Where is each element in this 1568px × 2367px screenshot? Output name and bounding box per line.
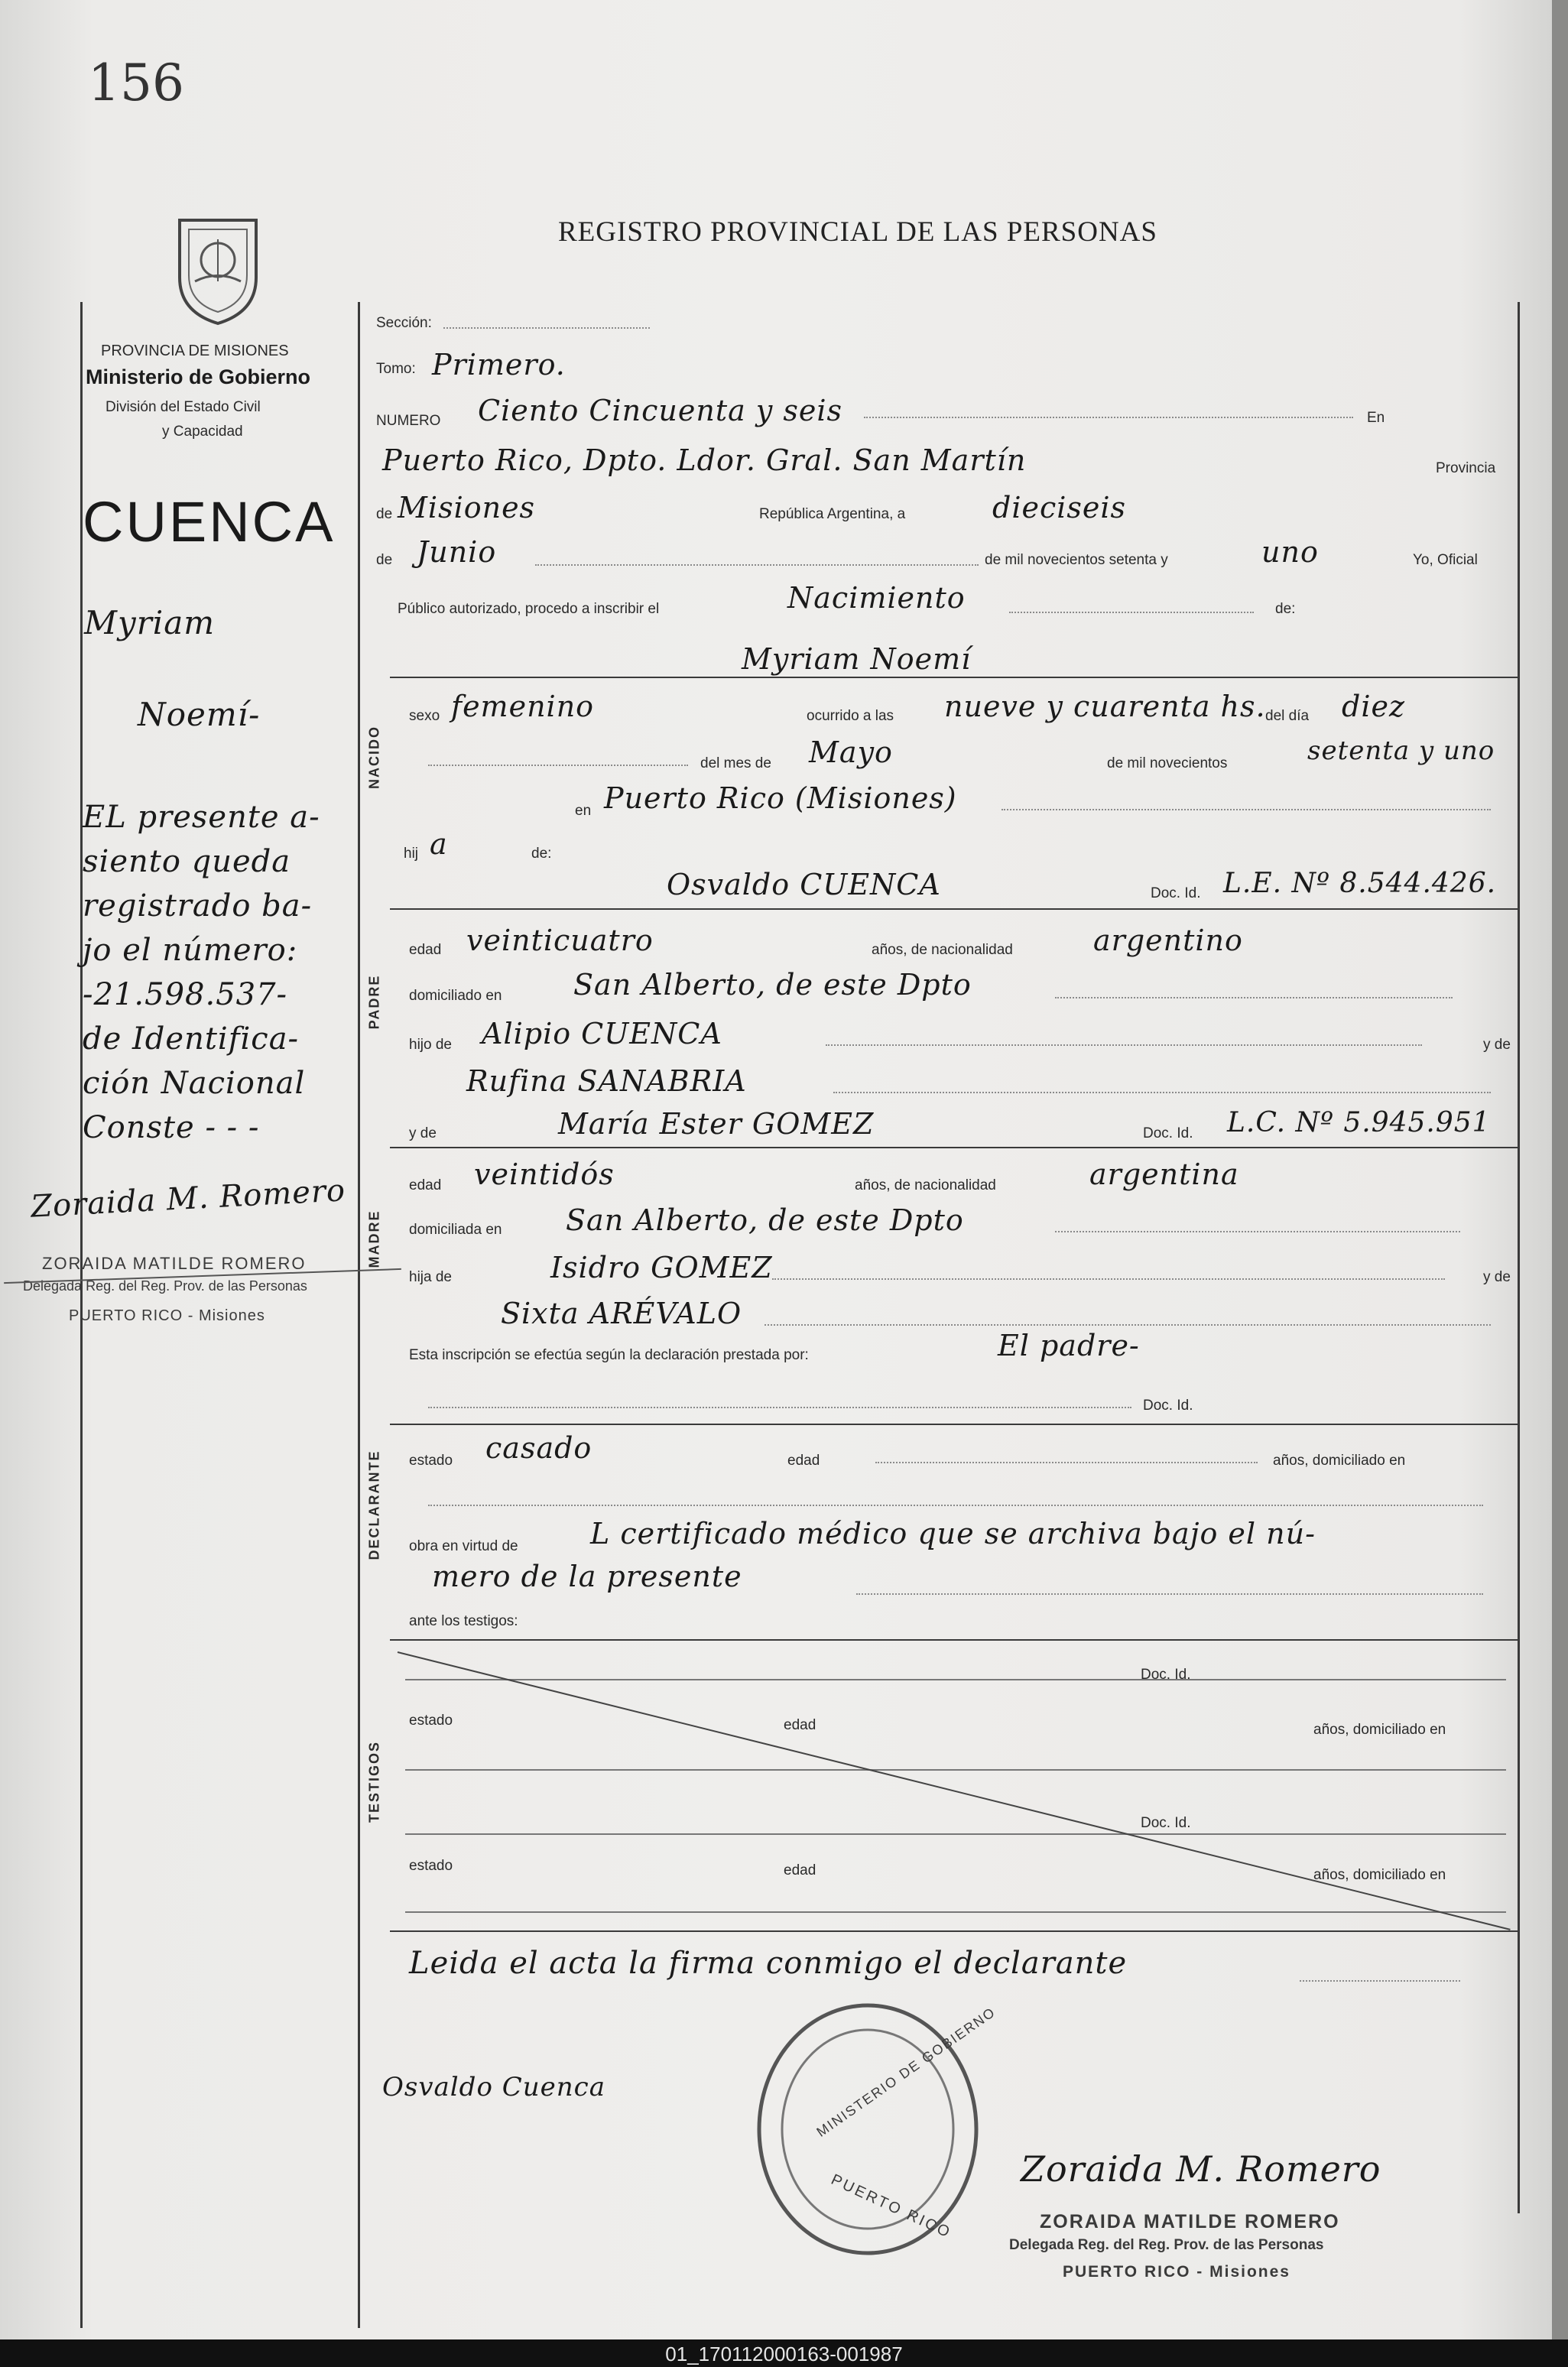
nacido-nombre: Myriam Noemí (742, 642, 972, 676)
edad-label-testigo-1: edad (784, 1717, 816, 1733)
declarante-value: El padre- (998, 1329, 1140, 1362)
madre-edad: veintidós (474, 1158, 615, 1191)
anios-domiciliado-label-t1: años, domiciliado en (1313, 1722, 1446, 1738)
mes-value: Junio (417, 535, 497, 569)
obra-value-1: L certificado médico que se archiva bajo el nú- (590, 1517, 1316, 1550)
edad-label-testigo-2: edad (784, 1862, 816, 1878)
doc-id-label-testigo-1: Doc. Id. (1141, 1667, 1191, 1683)
testigo-2-line (405, 1833, 1506, 1835)
mes-nac-value: Mayo (809, 735, 893, 769)
obra-line (856, 1593, 1483, 1595)
anio-nac-value: setenta y uno (1307, 735, 1495, 766)
madre-padre-line (772, 1278, 1445, 1280)
document-title: REGISTRO PROVINCIAL DE LAS PERSONAS (558, 216, 1157, 248)
mes-line (535, 564, 979, 566)
hora-value: nueve y cuarenta hs. (944, 690, 1266, 723)
book-binding (1552, 0, 1568, 2339)
margin-right-border (358, 302, 360, 2328)
de-mil-label: de mil novecientos (1107, 755, 1228, 771)
provincia-label: Provincia (1436, 460, 1496, 476)
cierre-line (1300, 1980, 1460, 1982)
capacity-label: y Capacidad (162, 424, 243, 440)
edad-label-madre: edad (409, 1177, 442, 1193)
padre-edad: veinticuatro (466, 924, 654, 957)
margin-signature: Zoraida M. Romero (30, 1173, 347, 1225)
doc-id-label-testigo-2: Doc. Id. (1141, 1815, 1191, 1831)
margin-note-line: EL presente a- (83, 800, 320, 835)
de-label-2: de (376, 552, 393, 568)
official-stamp-place: PUERTO RICO - Misiones (1063, 2263, 1290, 2281)
section-testigos-label: TESTIGOS (366, 1741, 382, 1823)
madre-nombre: María Ester GOMEZ (558, 1107, 875, 1141)
tomo-label: Tomo: (376, 361, 416, 377)
declarante-edad-line (875, 1462, 1258, 1463)
lugar-value: Puerto Rico, Dpto. Ldor. Gral. San Martín (382, 443, 1027, 477)
padre-top-rule (390, 908, 1518, 910)
sexo-label: sexo (409, 708, 440, 724)
margin-note-line: siento queda (83, 844, 291, 879)
padre-padre: Alipio CUENCA (482, 1017, 722, 1050)
padre-padre-line (826, 1044, 1422, 1046)
padre-domicilio-line (1055, 997, 1453, 998)
division-label: División del Estado Civil (106, 399, 261, 415)
de-label: de (376, 506, 393, 522)
doc-id-label-declarante: Doc. Id. (1143, 1398, 1193, 1414)
sexo-value: femenino (451, 690, 595, 723)
hij-label: hij (404, 846, 419, 862)
mes-nac-line (428, 765, 688, 766)
republica-label: República Argentina, a (759, 506, 906, 522)
numero-value: Ciento Cincuenta y seis (478, 394, 843, 427)
testigos-bottom-rule (390, 1930, 1518, 1932)
y-de-label-madre: y de (409, 1125, 437, 1141)
acto-line (1009, 612, 1254, 613)
madre-nacionalidad: argentina (1089, 1158, 1239, 1191)
tomo-value: Primero. (432, 348, 566, 382)
del-dia-label: del día (1265, 708, 1310, 724)
margin-note-line: ción Nacional (83, 1066, 306, 1101)
estado-label-testigo-1: estado (409, 1713, 453, 1729)
madre-top-rule (390, 1147, 1518, 1148)
declarante-top-rule (390, 1424, 1518, 1425)
section-madre-label: MADRE (366, 1209, 382, 1268)
nacionalidad-label-madre: años, de nacionalidad (855, 1177, 996, 1193)
anios-domiciliado-label: años, domiciliado en (1273, 1453, 1406, 1469)
section-padre-label: PADRE (366, 974, 382, 1030)
declarante-domicilio-line (428, 1505, 1483, 1506)
margin-note-line: registrado ba- (83, 888, 313, 924)
madre-doc: L.C. Nº 5.945.951 (1227, 1107, 1491, 1138)
dia-nac-value: diez (1342, 690, 1405, 723)
margin-note-line: de Identifica- (83, 1021, 300, 1057)
estado-label-declarante: estado (409, 1453, 453, 1469)
hija-de-label: hija de (409, 1269, 452, 1285)
anios-domiciliado-label-t2: años, domiciliado en (1313, 1867, 1446, 1883)
madre-domicilio: San Alberto, de este Dpto (566, 1203, 964, 1237)
ministry-label: Ministerio de Gobierno (86, 365, 311, 388)
hijo-de-label: hijo de (409, 1037, 452, 1053)
province-seal-icon (164, 205, 271, 327)
padre-madre-line (833, 1092, 1491, 1093)
domiciliado-label-padre: domiciliado en (409, 988, 502, 1004)
official-stamp-role: Delegada Reg. del Reg. Prov. de las Personas (1009, 2237, 1324, 2253)
obra-label: obra en virtud de (409, 1538, 518, 1554)
official-stamp-name: ZORAIDA MATILDE ROMERO (1040, 2211, 1340, 2232)
edad-label-padre: edad (409, 942, 442, 958)
padre-doc: L.E. Nº 8.544.426. (1223, 868, 1497, 899)
estado-label-testigo-2: estado (409, 1858, 453, 1874)
anio-value: uno (1261, 535, 1319, 569)
margin-note (83, 795, 320, 1150)
doc-id-label-padre: Doc. Id. (1151, 885, 1201, 901)
domiciliada-label: domiciliada en (409, 1222, 502, 1238)
madre-madre: Sixta ARÉVALO (501, 1297, 742, 1330)
obra-value-2: mero de la presente (432, 1560, 742, 1593)
margin-given-name-1: Myriam (84, 604, 216, 641)
edad-label-declarante: edad (787, 1453, 820, 1469)
margin-stamp-place: PUERTO RICO - Misiones (69, 1307, 265, 1324)
dia-value: dieciseis (992, 491, 1127, 524)
padre-madre: Rufina SANABRIA (466, 1064, 747, 1098)
seccion-label: Sección: (376, 315, 432, 331)
y-de-label-madre-2: y de (1483, 1269, 1511, 1285)
seccion-line (443, 327, 650, 329)
cierre-value: Leida el acta la firma conmigo el declarante (409, 1946, 1128, 1981)
madre-domicilio-line (1055, 1231, 1460, 1232)
oficial-label: Yo, Oficial (1413, 552, 1478, 568)
form-right-border (1518, 302, 1520, 2213)
nacido-top-rule (390, 677, 1518, 678)
de-colon-2-label: de: (531, 846, 552, 862)
hij-value: a (430, 827, 448, 861)
doc-id-label-madre: Doc. Id. (1143, 1125, 1193, 1141)
testigos-top-rule (390, 1639, 1518, 1641)
padre-nacionalidad: argentino (1093, 924, 1243, 957)
numero-label: NUMERO (376, 413, 441, 429)
round-stamp-text: MINISTERIO DE GOBIERNO (813, 2004, 999, 2140)
footer-id: 01_170112000163-001987 (665, 2343, 903, 2365)
padre-domicilio: San Alberto, de este Dpto (573, 968, 972, 1002)
testigo-1-line (405, 1679, 1506, 1680)
padre-nombre: Osvaldo CUENCA (667, 868, 941, 901)
province-label: PROVINCIA DE MISIONES (101, 343, 289, 359)
declarante-line (428, 1407, 1131, 1408)
acto-value: Nacimiento (787, 581, 966, 615)
ocurrido-label: ocurrido a las (807, 708, 894, 724)
declarante-estado: casado (485, 1431, 592, 1465)
testigo-1-domicilio-line (405, 1769, 1506, 1771)
testigo-2-domicilio-line (405, 1911, 1506, 1913)
lugar-nac-value: Puerto Rico (Misiones) (604, 781, 957, 815)
margin-note-line: -21.598.537- (83, 977, 288, 1012)
section-declarante-label: DECLARANTE (366, 1450, 382, 1560)
provincia-value: Misiones (398, 491, 536, 524)
margin-surname: CUENCA (83, 490, 336, 554)
en-lower-label: en (575, 803, 592, 819)
round-stamp-place: PUERTO RICO (828, 2171, 955, 2242)
margin-note-line: jo el número: (83, 933, 298, 968)
y-de-label-padre: y de (1483, 1037, 1511, 1053)
testigos-label: ante los testigos: (409, 1613, 518, 1629)
margin-stamp-name: ZORAIDA MATILDE ROMERO (42, 1254, 307, 1273)
margin-given-name-2: Noemí- (138, 696, 261, 733)
section-nacido-label: NACIDO (366, 726, 382, 789)
page-number: 156 (88, 54, 184, 112)
en-label: En (1367, 410, 1385, 426)
margin-stamp-role: Delegada Reg. del Reg. Prov. de las Personas (23, 1278, 307, 1294)
numero-line (864, 417, 1353, 418)
madre-madre-line (765, 1324, 1491, 1326)
madre-padre: Isidro GOMEZ (550, 1251, 773, 1284)
margin-note-line: Conste - - - (83, 1110, 260, 1145)
de-colon-label: de: (1275, 601, 1296, 617)
lugar-nac-line (1002, 809, 1491, 810)
nacionalidad-label-padre: años, de nacionalidad (872, 942, 1013, 958)
publico-label: Público autorizado, procedo a inscribir el (398, 601, 660, 617)
del-mes-label: del mes de (700, 755, 771, 771)
firma-declarante: Osvaldo Cuenca (382, 2072, 605, 2102)
official-signature: Zoraida M. Romero (1021, 2148, 1381, 2190)
inscripcion-label: Esta inscripción se efectúa según la declaración prestada por: (409, 1347, 809, 1363)
mil-label: de mil novecientos setenta y (985, 552, 1168, 568)
